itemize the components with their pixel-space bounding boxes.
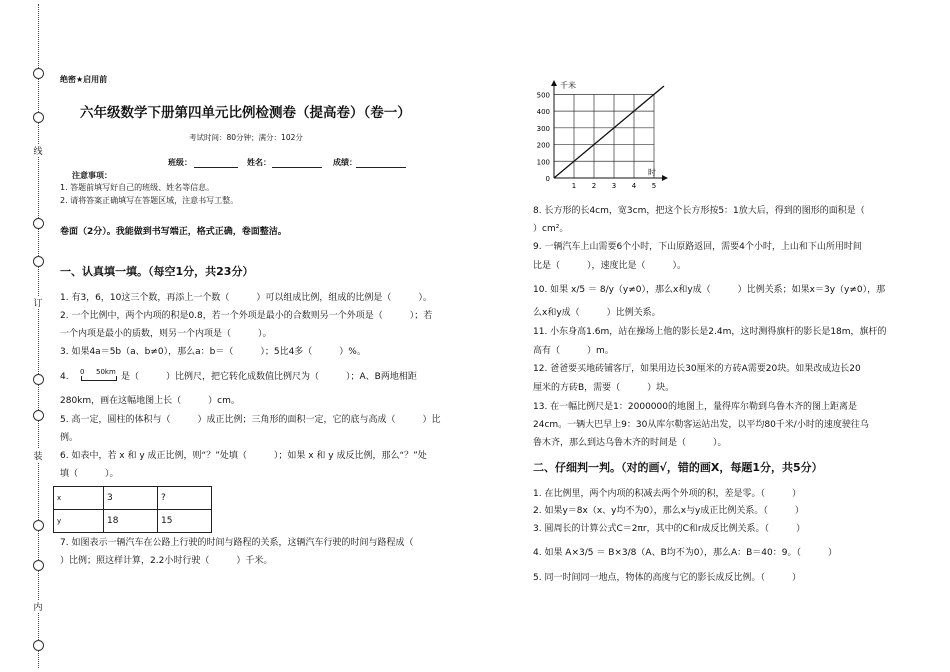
binding-margin	[0, 0, 48, 672]
note-item: 2. 请将答案正确填写在答题区域，注意书写工整。	[60, 196, 239, 205]
score-label: 成绩：	[333, 158, 357, 167]
binding-hole	[33, 256, 44, 267]
table-row	[54, 510, 212, 533]
question-10-line-2: 么x和y成（ ）比例关系。	[533, 308, 661, 318]
binding-hole	[33, 520, 44, 531]
question-6-line-2: 填（ ）。	[60, 469, 119, 479]
secret-label: 绝密★启用前	[60, 75, 108, 84]
chart-x-axis-arrow	[662, 175, 668, 181]
question-3: 3. 如果4a＝5b（a、b≠0），那么a：b＝（ ）；5比4多（ ）%。	[60, 347, 366, 357]
score-field[interactable]	[356, 157, 406, 168]
notes-title: 注意事项：	[72, 171, 112, 180]
binding-hole	[33, 68, 44, 79]
chart-y-axis-arrow	[551, 80, 557, 86]
question-12-line-1: 12. 爸爸要买地砖铺客厅，如果用边长30厘米的方砖A需要20块。如果改成边长20	[533, 364, 861, 374]
judge-3: 3. 圆周长的计算公式C＝2πr，其中的C和r成反比例关系。（ ）	[533, 524, 806, 534]
question-4-number: 4.	[60, 372, 69, 382]
question-13-line-2: 24cm。一辆大巴早上9：30从库尔勒客运站出发，以平均80千米/小时的速度驶往乌	[533, 420, 869, 430]
binding-hole	[33, 374, 44, 385]
binding-char: 装	[33, 449, 43, 462]
note-item: 1. 答题前填写好自己的班级、姓名等信息。	[60, 183, 215, 192]
section-1-heading: 一、认真填一填。（每空1分，共23分）	[60, 265, 254, 278]
binding-hole	[33, 410, 44, 421]
question-7-line-1: 7. 如图表示一辆汽车在公路上行驶的时间与路程的关系，这辆汽车行驶的时间与路程成（	[60, 538, 414, 548]
question-5-line-2: 例。	[60, 433, 79, 443]
question-7-line-2: ）比例；照这样计算，2.2小时行驶（ ）千米。	[60, 556, 273, 566]
chart-x-tick-label: 5	[651, 182, 657, 190]
question-1: 1. 有3，6，10这三个数，再添上一个数（ ）可以组成比例，组成的比例是（ ）。	[60, 293, 432, 303]
question-4-line-2: 280km，画在这幅地图上长（ ）cm。	[60, 396, 240, 406]
scale-km: 50km	[96, 368, 116, 376]
question-13-line-1: 13. 在一幅比例尺是1：2000000的地图上，量得库尔勒到乌鲁木齐的图上距离是	[533, 402, 857, 412]
chart-y-tick-label: 400	[536, 108, 550, 117]
chart-y-tick-label: 300	[536, 124, 550, 133]
chart-y-tick-label: 0	[545, 175, 550, 183]
question-8-line-2: ）cm²。	[533, 224, 569, 234]
question-11-line-1: 11. 小东身高1.6m，站在操场上他的影长是2.4m，这时测得旗杆的影长是18m，旗杆的	[533, 327, 887, 337]
page-title: 六年级数学下册第四单元比例检测卷（提高卷）（卷一）	[80, 105, 411, 121]
question-2-line-2: 一个内项是最小的质数，则另一个内项是（ ）。	[60, 329, 272, 339]
chart-x-tick-label: 1	[571, 182, 577, 190]
judge-5: 5. 同一时间同一地点，物体的高度与它的影长成反比例。（ ）	[533, 573, 801, 583]
judge-4: 4. 如果 A×3/5 ＝ B×3/8（A、B均不为0），那么A：B＝40：9。（ ）	[533, 548, 837, 558]
binding-char: 线	[33, 144, 43, 157]
distance-time-chart	[530, 78, 670, 192]
question-5-line-1: 5. 高一定，圆柱的体积与（ ）成正比例；三角形的面积一定，它的底与高成（ ）比	[60, 415, 441, 425]
binding-char: 订	[33, 296, 43, 309]
chart-ticks	[537, 91, 657, 190]
name-label: 姓名：	[247, 158, 271, 167]
neatness-line: 卷面（2分）。我能做到书写端正，格式正确，卷面整洁。	[60, 227, 287, 237]
name-field[interactable]	[272, 157, 322, 168]
exam-info: 考试时间：80分钟；满分：102分	[189, 133, 303, 142]
chart-y-tick-label: 500	[536, 91, 550, 100]
chart-x-tick-label: 3	[611, 182, 617, 190]
table-cell: 3	[104, 487, 158, 510]
question-4-line-1: 是（ ）比例尺，把它转化成数值比例尺为（ ）；A、B两地相距	[121, 372, 417, 382]
question-2-line-1: 2. 一个比例中，两个内项的积是0.8，若一个外项是最小的合数则另一个外项是（ ）；若	[60, 311, 433, 321]
question-6-line-1: 6. 如表中，若 x 和 y 成正比例，则“？”处填（ ）；如果 x 和 y 成反比例，那么“？”处	[60, 451, 427, 461]
table-cell: 15	[158, 510, 212, 533]
class-field[interactable]	[194, 157, 238, 168]
binding-hole	[33, 218, 44, 229]
table-cell: 18	[104, 510, 158, 533]
chart-series	[554, 86, 664, 178]
class-label: 班级：	[168, 158, 192, 167]
chart-x-tick-label: 2	[591, 182, 597, 190]
chart-y-axis-label: 千米	[560, 81, 576, 90]
table-cell: ?	[158, 487, 212, 510]
chart-x-axis-label: 时	[648, 168, 656, 177]
table-cell: y	[54, 510, 104, 533]
line-scale-bar	[81, 376, 117, 381]
question-8-line-1: 8. 长方形的长4cm，宽3cm，把这个长方形按5：1放大后，得到的图形的面积是（	[533, 206, 865, 216]
proportion-table	[53, 486, 212, 533]
judge-1: 1. 在比例里，两个内项的积减去两个外项的积，差是零。（ ）	[533, 489, 801, 499]
chart-series-line	[554, 86, 664, 178]
question-9-line-2: 比是（ ），速度比是（ ）。	[533, 261, 687, 271]
binding-hole	[33, 112, 44, 123]
binding-hole	[33, 640, 44, 651]
binding-char: 内	[33, 600, 43, 613]
table-cell: x	[54, 487, 104, 510]
section-2-heading: 二、仔细判一判。（对的画√，错的画X，每题1分，共5分）	[533, 461, 823, 474]
chart-x-tick-label: 4	[631, 182, 637, 190]
judge-2: 2. 如果y＝8x（x、y均不为0），那么x与y成正比例关系。（ ）	[533, 506, 804, 516]
question-12-line-2: 厘米的方砖B，需要（ ）块。	[533, 383, 675, 393]
question-13-line-3: 鲁木齐，那么到达乌鲁木齐的时间是（ ）。	[533, 438, 727, 448]
chart-y-tick-label: 100	[536, 158, 550, 167]
chart-y-tick-label: 200	[536, 141, 550, 150]
question-10-line-1: 10. 如果 x/5 ＝ 8/y（y≠0），那么x和y成（ ）比例关系；如果x＝3y（y≠0），那	[533, 285, 886, 295]
question-9-line-1: 9. 一辆汽车上山需要6个小时，下山原路返回，需要4个小时，上山和下山所用时间	[533, 242, 862, 252]
scale-zero: 0	[80, 368, 85, 376]
table-row	[54, 487, 212, 510]
binding-hole	[33, 560, 44, 571]
question-11-line-2: 高有（ ）m。	[533, 346, 614, 356]
